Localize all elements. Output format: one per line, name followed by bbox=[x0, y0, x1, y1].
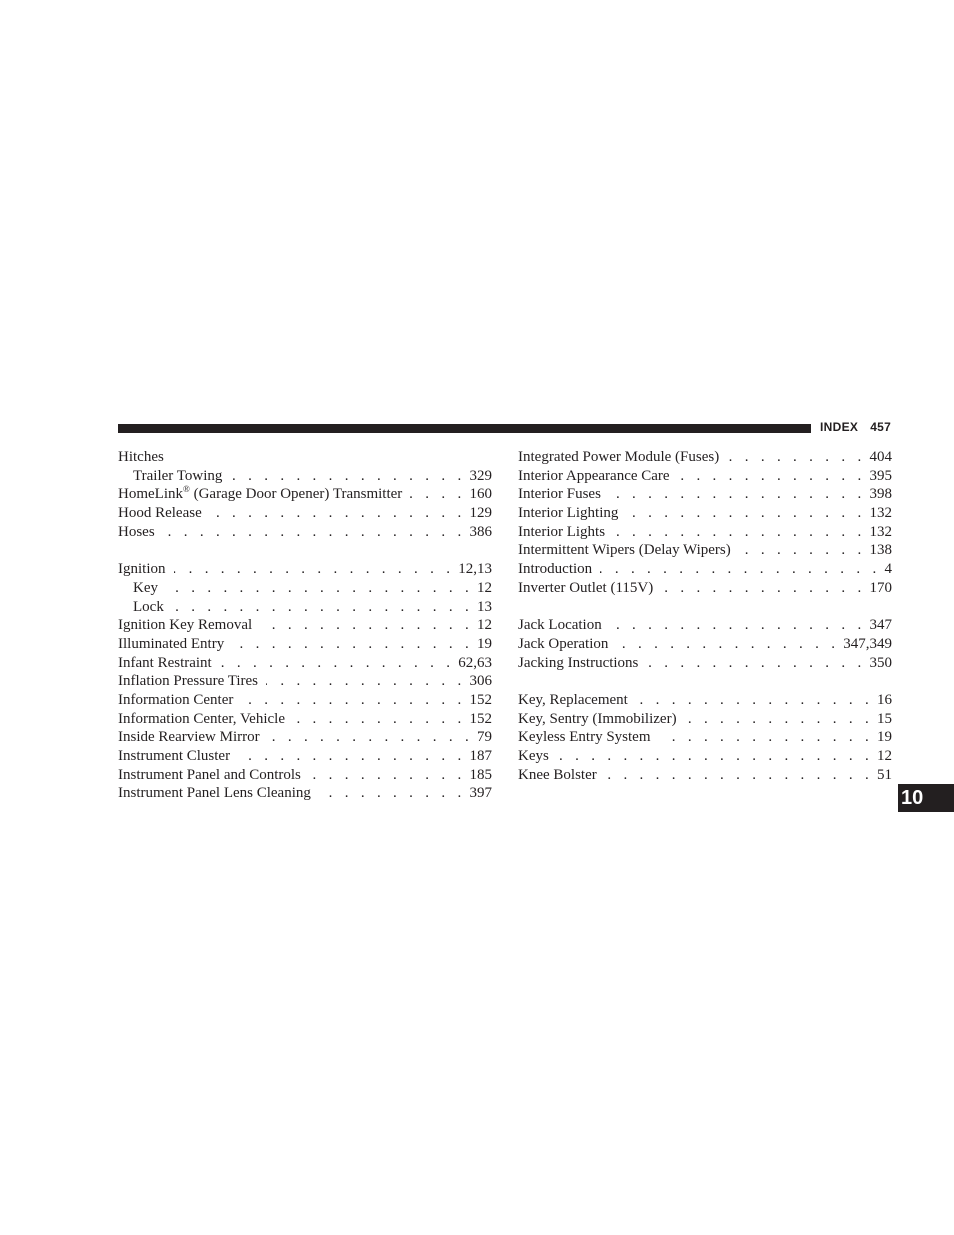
index-entry-key-sentry bbox=[518, 710, 892, 729]
entry-term: Instrument Panel and Controls bbox=[118, 766, 301, 783]
entry-page: 13 bbox=[477, 598, 492, 615]
index-entry-introduction bbox=[518, 560, 892, 579]
dot-leader bbox=[685, 710, 873, 729]
dot-leader bbox=[616, 635, 839, 654]
index-subentry-trailer-towing bbox=[118, 467, 492, 486]
entry-page: 347 bbox=[869, 617, 892, 634]
group-spacer bbox=[518, 598, 892, 617]
entry-term: Illuminated Entry bbox=[118, 635, 225, 652]
entry-term-rest: (Garage Door Opener) Transmitter bbox=[189, 486, 403, 503]
entry-term: Instrument Cluster bbox=[118, 748, 231, 764]
dot-leader bbox=[260, 616, 473, 635]
index-subentry-key bbox=[118, 579, 492, 598]
dot-leader bbox=[609, 485, 866, 504]
dot-leader bbox=[646, 654, 865, 673]
dot-leader bbox=[659, 728, 874, 747]
dot-leader bbox=[319, 784, 466, 803]
group-spacer bbox=[118, 541, 492, 560]
group-spacer bbox=[518, 672, 892, 691]
index-entry-hoses bbox=[118, 523, 492, 542]
dot-leader bbox=[410, 485, 465, 504]
dot-leader bbox=[309, 766, 466, 785]
index-entry-knee-bolster bbox=[518, 766, 892, 785]
index-entry-ignition-key-removal bbox=[118, 616, 492, 635]
dot-leader bbox=[266, 672, 466, 691]
entry-term: Hoses bbox=[118, 523, 155, 540]
entry-page: 12 bbox=[477, 579, 492, 596]
index-entry-hood-release bbox=[118, 504, 492, 523]
index-entry-integrated-power-module bbox=[518, 448, 892, 467]
entry-page: 386 bbox=[469, 523, 492, 540]
entry-term: Introduction bbox=[518, 561, 593, 578]
entry-page: 16 bbox=[877, 691, 892, 708]
entry-page: 62,63 bbox=[458, 654, 492, 671]
index-entry-information-center bbox=[118, 691, 492, 710]
entry-term: Trailer Towing bbox=[133, 467, 223, 484]
entry-page: 51 bbox=[877, 766, 892, 783]
dot-leader bbox=[238, 747, 465, 766]
entry-term: Hood Release bbox=[118, 505, 202, 522]
entry-page: 12 bbox=[477, 617, 492, 634]
index-column-left bbox=[118, 448, 492, 803]
entry-term: Inflation Pressure Tires bbox=[118, 673, 258, 690]
index-entry-infant-restraint bbox=[118, 654, 492, 673]
dot-leader bbox=[626, 504, 865, 523]
index-entry-homelink bbox=[118, 485, 492, 504]
entry-page: 19 bbox=[477, 635, 492, 652]
entry-term: Integrated Power Module (Fuses) bbox=[518, 449, 720, 465]
dot-leader bbox=[293, 710, 466, 729]
entry-page: 306 bbox=[469, 673, 492, 690]
dot-leader bbox=[739, 541, 866, 560]
entry-page: 185 bbox=[469, 766, 492, 783]
entry-page: 132 bbox=[869, 523, 892, 540]
index-subentry-lock bbox=[118, 598, 492, 617]
dot-leader bbox=[727, 448, 865, 467]
entry-page: 397 bbox=[469, 785, 492, 802]
entry-term: Infant Restraint bbox=[118, 654, 212, 671]
dot-leader bbox=[600, 560, 880, 579]
entry-page: 12 bbox=[877, 748, 892, 764]
entry-page: 404 bbox=[869, 449, 892, 465]
entry-page: 132 bbox=[869, 505, 892, 522]
entry-page: 347,349 bbox=[843, 635, 892, 652]
dot-leader bbox=[661, 579, 865, 598]
entry-term: Jack Operation bbox=[518, 635, 609, 652]
entry-page: 350 bbox=[869, 654, 892, 671]
index-entry-interior-appearance-care bbox=[518, 467, 892, 486]
entry-page: 152 bbox=[469, 710, 492, 727]
entry-page: 12,13 bbox=[458, 561, 492, 578]
entry-term: Information Center, Vehicle bbox=[118, 710, 285, 727]
index-entry-ignition bbox=[118, 560, 492, 579]
entry-term: Interior Appearance Care bbox=[518, 467, 670, 484]
entry-page: 129 bbox=[469, 505, 492, 522]
index-entry-inflation-pressure-tires bbox=[118, 672, 492, 691]
dot-leader bbox=[210, 504, 466, 523]
entry-page: 4 bbox=[884, 561, 892, 578]
index-entry-information-center-vehicle bbox=[118, 710, 492, 729]
entry-term bbox=[118, 485, 402, 504]
dot-leader bbox=[613, 523, 865, 542]
index-entry-instrument-panel-lens-cleaning bbox=[118, 784, 492, 803]
dot-leader bbox=[241, 691, 465, 710]
section-title: INDEX bbox=[820, 420, 859, 434]
entry-page: 170 bbox=[869, 579, 892, 596]
index-entry-jacking-instructions bbox=[518, 654, 892, 673]
entry-term: Key, Sentry (Immobilizer) bbox=[518, 710, 677, 727]
header-rule bbox=[118, 424, 811, 433]
dot-leader bbox=[636, 691, 873, 710]
index-entry-jack-location bbox=[518, 616, 892, 635]
entry-term: Interior Lights bbox=[518, 523, 606, 540]
index-entry-intermittent-wipers bbox=[518, 541, 892, 560]
dot-leader bbox=[163, 523, 466, 542]
index-entry-inverter-outlet bbox=[518, 579, 892, 598]
index-entry-interior-lighting bbox=[518, 504, 892, 523]
dot-leader bbox=[172, 598, 473, 617]
entry-term: Jacking Instructions bbox=[518, 654, 639, 671]
entry-page: 15 bbox=[877, 710, 892, 727]
entry-page: 329 bbox=[469, 467, 492, 484]
header-label bbox=[820, 420, 891, 434]
entry-term-brand: HomeLink bbox=[118, 486, 183, 503]
entry-term: Inside Rearview Mirror bbox=[118, 729, 260, 746]
dot-leader bbox=[557, 747, 873, 766]
entry-term: Jack Location bbox=[518, 617, 602, 634]
dot-leader bbox=[166, 579, 473, 598]
entry-term: Ignition bbox=[118, 561, 166, 578]
entry-term: Hitches bbox=[118, 449, 164, 465]
entry-term: Keys bbox=[518, 748, 549, 764]
entry-page: 395 bbox=[869, 467, 892, 484]
entry-page: 79 bbox=[477, 729, 492, 746]
entry-page: 187 bbox=[469, 748, 492, 764]
registered-mark: ® bbox=[183, 484, 190, 495]
index-entry-interior-lights bbox=[518, 523, 892, 542]
entry-term: Keyless Entry System bbox=[518, 729, 651, 746]
index-entry-instrument-cluster bbox=[118, 747, 492, 766]
index-entry-key-replacement bbox=[518, 691, 892, 710]
entry-term: Interior Lighting bbox=[518, 505, 619, 522]
index-column-right bbox=[518, 448, 892, 784]
index-entry-hitches bbox=[118, 448, 492, 467]
entry-term: Interior Fuses bbox=[518, 486, 601, 503]
entry-page: 398 bbox=[869, 486, 892, 503]
index-entry-keys bbox=[518, 747, 892, 766]
entry-term: Ignition Key Removal bbox=[118, 617, 253, 634]
running-header bbox=[118, 419, 892, 437]
entry-page: 152 bbox=[469, 691, 492, 708]
dot-leader bbox=[220, 654, 455, 673]
index-entry-keyless-entry-system bbox=[518, 728, 892, 747]
dot-leader bbox=[605, 766, 873, 785]
entry-page: 19 bbox=[877, 729, 892, 746]
entry-page: 160 bbox=[469, 486, 492, 503]
index-entry-interior-fuses bbox=[518, 485, 892, 504]
dot-leader bbox=[610, 616, 866, 635]
dot-leader bbox=[230, 467, 465, 486]
entry-page: 138 bbox=[869, 542, 892, 559]
dot-leader bbox=[232, 635, 473, 654]
entry-term: Inverter Outlet (115V) bbox=[518, 579, 654, 596]
dot-leader bbox=[678, 467, 866, 486]
dot-leader bbox=[174, 560, 455, 579]
index-entry-illuminated-entry bbox=[118, 635, 492, 654]
index-entry-inside-rearview-mirror bbox=[118, 728, 492, 747]
entry-term: Lock bbox=[133, 598, 164, 615]
entry-term: Knee Bolster bbox=[518, 766, 597, 783]
entry-term: Information Center bbox=[118, 691, 234, 708]
entry-term: Key bbox=[133, 579, 158, 596]
index-entry-instrument-panel-controls bbox=[118, 766, 492, 785]
chapter-tab: 10 bbox=[898, 784, 954, 812]
dot-leader bbox=[268, 728, 473, 747]
page-number: 457 bbox=[870, 420, 892, 434]
entry-term: Intermittent Wipers (Delay Wipers) bbox=[518, 542, 731, 559]
entry-term: Key, Replacement bbox=[518, 691, 628, 708]
index-entry-jack-operation bbox=[518, 635, 892, 654]
entry-term: Instrument Panel Lens Cleaning bbox=[118, 785, 311, 802]
